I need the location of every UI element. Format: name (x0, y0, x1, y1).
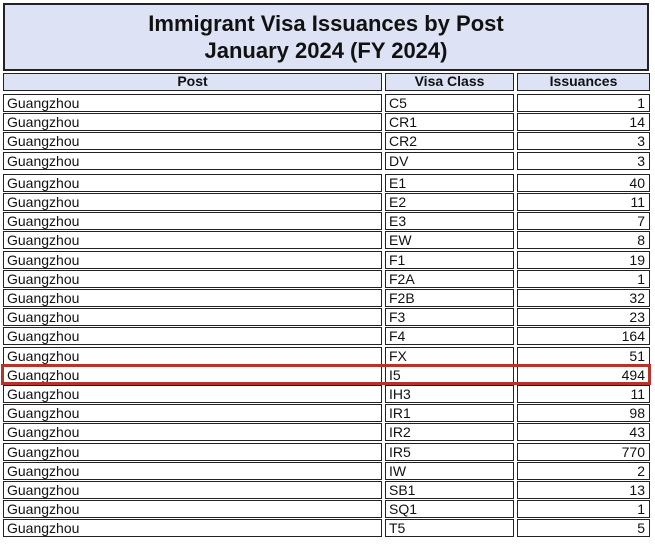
table-row (0, 94, 655, 113)
table-row (0, 462, 655, 481)
post-cell: Guangzhou (3, 404, 382, 422)
visa-class-cell: CR1 (385, 113, 514, 131)
post-cell: Guangzhou (3, 152, 382, 170)
issuances-cell: 1 (517, 270, 650, 288)
issuances-cell: 8 (517, 231, 650, 249)
post-cell: Guangzhou (3, 113, 382, 131)
visa-class-cell: IR1 (385, 404, 514, 422)
post-cell: Guangzhou (3, 443, 382, 461)
post-cell: Guangzhou (3, 231, 382, 249)
visa-class-cell: F2A (385, 270, 514, 288)
visa-class-cell: FX (385, 347, 514, 365)
visa-class-cell: F3 (385, 308, 514, 326)
issuances-cell: 40 (517, 174, 650, 192)
table-row (0, 327, 655, 346)
visa-class-cell: C5 (385, 94, 514, 112)
visa-class-cell: F4 (385, 327, 514, 345)
table-row (0, 385, 655, 404)
post-cell: Guangzhou (3, 132, 382, 150)
table-row (0, 113, 655, 132)
issuances-cell: 13 (517, 481, 650, 499)
visa-class-cell: IW (385, 462, 514, 480)
table-row (0, 500, 655, 519)
issuances-cell: 5 (517, 519, 650, 537)
visa-class-cell: SB1 (385, 481, 514, 499)
title-line-1: Immigrant Visa Issuances by Post (148, 11, 504, 36)
visa-class-cell: I5 (385, 366, 514, 384)
table-row (0, 193, 655, 212)
table-row (0, 443, 655, 462)
visa-class-cell: IR2 (385, 423, 514, 441)
issuances-cell: 14 (517, 113, 650, 131)
column-header-visa-class: Visa Class (385, 73, 514, 91)
table-row (0, 231, 655, 250)
visa-class-cell: IR5 (385, 443, 514, 461)
table-row (0, 308, 655, 327)
visa-class-cell: SQ1 (385, 500, 514, 518)
issuances-cell: 770 (517, 443, 650, 461)
table-row (0, 132, 655, 151)
title-line-2: January 2024 (FY 2024) (204, 38, 448, 63)
issuances-cell: 32 (517, 289, 650, 307)
issuances-cell: 164 (517, 327, 650, 345)
table-row (0, 289, 655, 308)
table-row (0, 347, 655, 366)
issuances-cell: 23 (517, 308, 650, 326)
table-row (0, 519, 655, 538)
visa-class-cell: T5 (385, 519, 514, 537)
visa-class-cell: DV (385, 152, 514, 170)
visa-class-cell: F2B (385, 289, 514, 307)
visa-class-cell: F1 (385, 251, 514, 269)
column-header-issuances: Issuances (517, 73, 650, 91)
visa-class-cell: E1 (385, 174, 514, 192)
post-cell: Guangzhou (3, 385, 382, 403)
issuances-cell: 11 (517, 193, 650, 211)
issuances-cell: 7 (517, 212, 650, 230)
post-cell: Guangzhou (3, 174, 382, 192)
visa-class-cell: EW (385, 231, 514, 249)
post-cell: Guangzhou (3, 347, 382, 365)
post-cell: Guangzhou (3, 462, 382, 480)
post-cell: Guangzhou (3, 423, 382, 441)
issuances-cell: 11 (517, 385, 650, 403)
issuances-cell: 51 (517, 347, 650, 365)
table-row (0, 270, 655, 289)
issuances-cell: 43 (517, 423, 650, 441)
visa-class-cell: IH3 (385, 385, 514, 403)
issuances-cell: 19 (517, 251, 650, 269)
post-cell: Guangzhou (3, 270, 382, 288)
post-cell: Guangzhou (3, 289, 382, 307)
table-row (0, 481, 655, 500)
post-cell: Guangzhou (3, 500, 382, 518)
issuances-cell: 2 (517, 462, 650, 480)
table-row (0, 212, 655, 231)
post-cell: Guangzhou (3, 308, 382, 326)
table-row (0, 366, 655, 385)
post-cell: Guangzhou (3, 327, 382, 345)
post-cell: Guangzhou (3, 251, 382, 269)
visa-class-cell: CR2 (385, 132, 514, 150)
issuances-cell: 1 (517, 94, 650, 112)
post-cell: Guangzhou (3, 519, 382, 537)
table-row (0, 251, 655, 270)
post-cell: Guangzhou (3, 366, 382, 384)
table-row (0, 152, 655, 171)
post-cell: Guangzhou (3, 212, 382, 230)
post-cell: Guangzhou (3, 193, 382, 211)
visa-class-cell: E3 (385, 212, 514, 230)
issuances-cell: 3 (517, 152, 650, 170)
post-cell: Guangzhou (3, 94, 382, 112)
post-cell: Guangzhou (3, 481, 382, 499)
issuances-cell: 1 (517, 500, 650, 518)
table-row (0, 423, 655, 442)
issuances-cell: 3 (517, 132, 650, 150)
table-row (0, 174, 655, 193)
column-header-post: Post (3, 73, 382, 91)
issuances-cell: 98 (517, 404, 650, 422)
issuances-cell: 494 (517, 366, 650, 384)
table-row (0, 404, 655, 423)
table-title (3, 3, 649, 71)
visa-class-cell: E2 (385, 193, 514, 211)
